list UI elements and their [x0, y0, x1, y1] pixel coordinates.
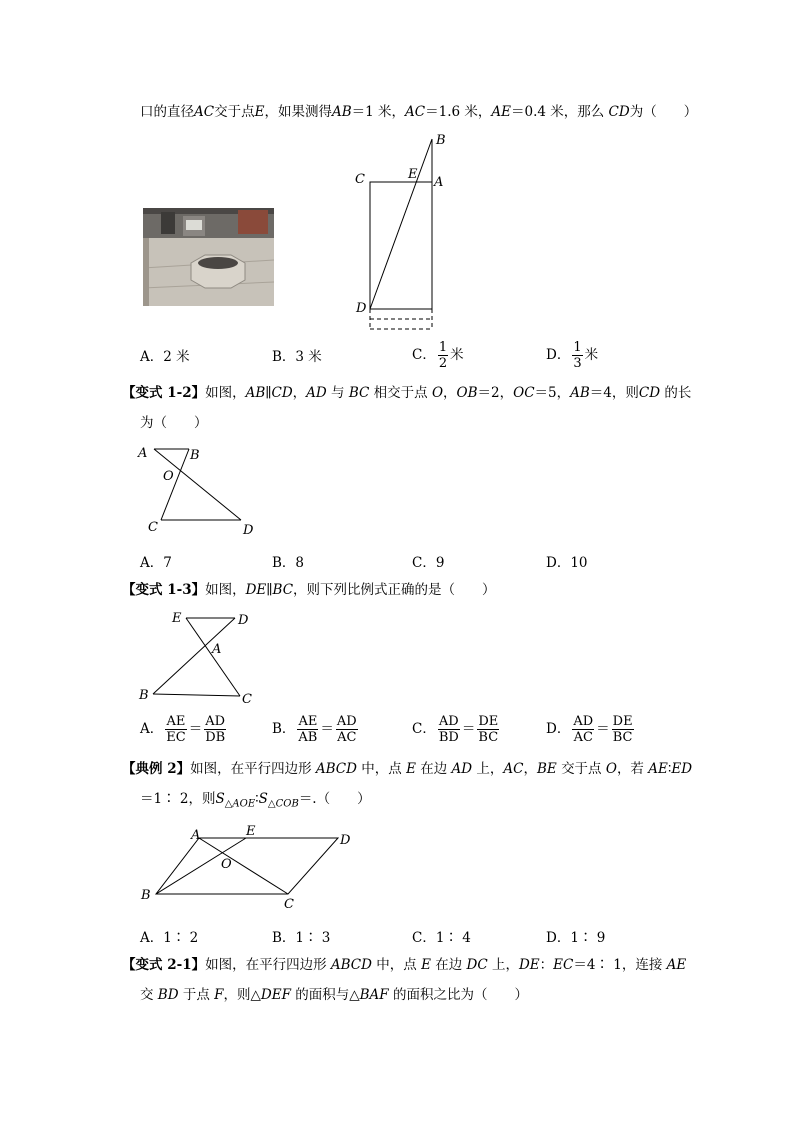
label-c: C	[148, 520, 158, 535]
q4-line2: ＝1∶ 2，则$S_{\triangle AOE}∶S_{\triangle COB}=$.（ ）	[140, 791, 371, 810]
q4-option-d[interactable]: D．1∶ 9	[546, 930, 606, 946]
well-photo	[143, 208, 274, 306]
q3-option-c[interactable]: C． $\frac{AD}{BD}$ ＝ $\frac{DE}{BC}$	[412, 714, 499, 745]
q4-option-a[interactable]: A．1∶ 2	[140, 930, 199, 946]
q3-option-d[interactable]: D． $\frac{AD}{AC}$ ＝ $\frac{DE}{BC}$	[546, 714, 633, 745]
q1-option-c[interactable]: C． $\frac{1}{2}$ 米	[412, 340, 464, 371]
label-b: B	[190, 448, 200, 463]
diagonal-ac	[199, 838, 288, 894]
label-c: C	[284, 897, 294, 912]
fraction: $\frac{AE}{AB}$	[298, 714, 318, 745]
label-c: C	[242, 692, 252, 707]
fraction: $\frac{DE}{BC}$	[478, 714, 499, 745]
label-o: O	[163, 469, 174, 484]
label-b: B	[141, 888, 151, 903]
q2-line1: 【变式 1-2】如图，AB∥CD，AD 与 BC 相交于点 O，OB＝2，OC＝5，AB＝4，则CD 的长	[122, 385, 692, 401]
fraction: $\frac{AD}{BD}$	[438, 714, 459, 745]
label-o: O	[221, 857, 232, 872]
q1-figure	[352, 130, 452, 330]
fraction: $\frac{AD}{AC}$	[336, 714, 357, 745]
label-a: A	[434, 175, 444, 190]
q2-option-a[interactable]: A．7	[140, 555, 172, 571]
label-a: A	[138, 446, 148, 461]
label-e: E	[408, 167, 418, 182]
label-a: A	[191, 828, 201, 843]
fraction: $\frac{AE}{EC}$	[166, 714, 186, 745]
label-d: D	[243, 523, 254, 538]
q4-option-b[interactable]: B．1∶ 3	[272, 930, 331, 946]
label-c: C	[355, 172, 365, 187]
well-rectangle	[370, 182, 432, 309]
fraction: $\frac{DE}{BC}$	[612, 714, 633, 745]
segment-bc	[153, 694, 240, 696]
sight-line-bd	[370, 139, 432, 309]
q1-line1: 口的直径AC交于点E，如果测得AB＝1 米，AC＝1.6 米，AE＝0.4 米，那么 CD为（ ）	[140, 104, 698, 120]
q2-figure	[134, 442, 264, 537]
q4-line1: 【典例 2】如图，在平行四边形 ABCD 中，点 E 在边 AD 上，AC，BE 交于点 O，若 AE∶ED	[122, 761, 693, 777]
q3-figure	[136, 608, 266, 707]
q5-line2: 交 BD 于点 F，则△DEF 的面积与△BAF 的面积之比为（ ）	[140, 987, 528, 1003]
q2-option-c[interactable]: C．9	[412, 555, 445, 571]
q1-option-d[interactable]: D． $\frac{1}{3}$ 米	[546, 340, 599, 371]
q3-option-b[interactable]: B． $\frac{AE}{AB}$ ＝ $\frac{AD}{AC}$	[272, 714, 357, 745]
fraction: $\frac{AD}{DB}$	[205, 714, 226, 745]
label-d: D	[356, 301, 367, 316]
q1-option-a[interactable]: A．2 米	[140, 349, 190, 365]
well-photo-drawing	[143, 208, 274, 306]
q2-option-b[interactable]: B．8	[272, 555, 305, 571]
q1-option-b[interactable]: B．3 米	[272, 349, 322, 365]
q5-line1: 【变式 2-1】如图，在平行四边形 ABCD 中，点 E 在边 DC 上，DE：EC＝4∶ 1，连接 AE	[122, 957, 687, 973]
q2-line2: 为（ ）	[140, 415, 208, 431]
q2-option-d[interactable]: D．10	[546, 555, 588, 571]
q4-figure	[136, 824, 366, 914]
label-d: D	[340, 833, 351, 848]
q3-line1: 【变式 1-3】如图，DE∥BC，则下列比例式正确的是（ ）	[122, 582, 496, 598]
label-e: E	[246, 824, 256, 839]
label-b: B	[139, 688, 149, 703]
label-b: B	[436, 133, 446, 148]
q4-option-c[interactable]: C．1∶ 4	[412, 930, 471, 946]
q3-option-a[interactable]: A． $\frac{AE}{EC}$ ＝ $\frac{AD}{DB}$	[140, 714, 226, 745]
parallelogram-abcd	[156, 838, 338, 894]
segment-ec	[186, 618, 240, 696]
fraction: $\frac{AD}{AC}$	[573, 714, 594, 745]
fraction: $\frac{1}{3}$	[573, 340, 582, 371]
segment-be	[156, 838, 246, 894]
fraction: $\frac{1}{2}$	[438, 340, 448, 371]
label-d: D	[238, 613, 249, 628]
segment-bc	[161, 449, 189, 520]
label-a: A	[212, 642, 222, 657]
label-e: E	[172, 611, 182, 626]
